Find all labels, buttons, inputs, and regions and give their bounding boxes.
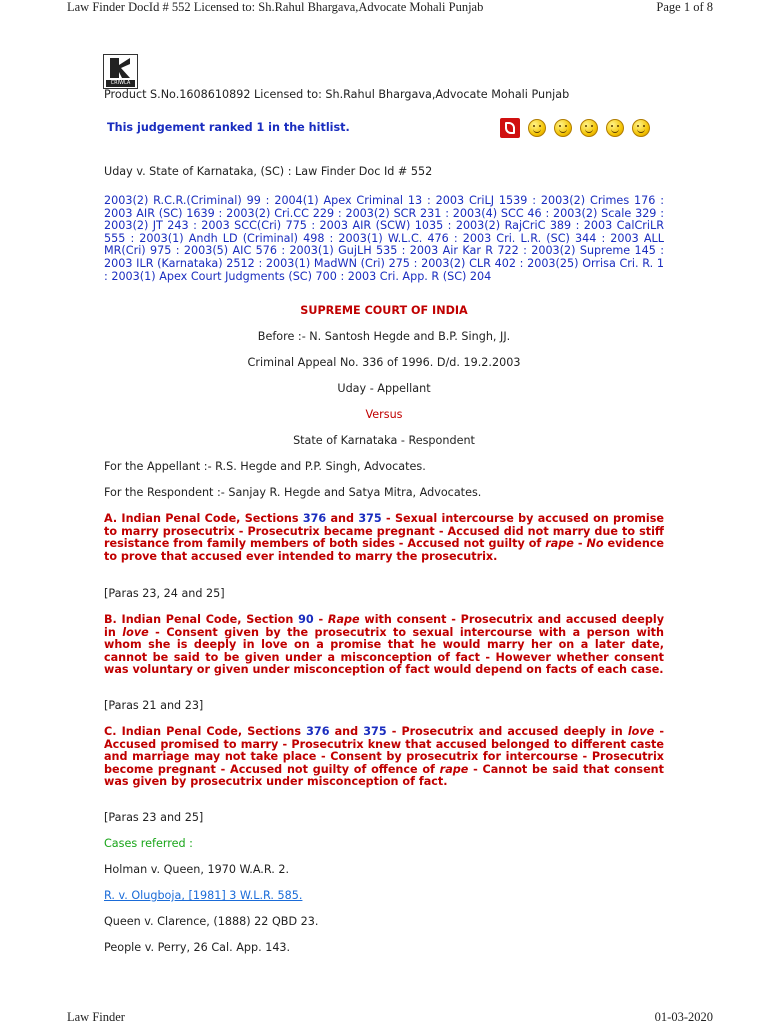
law-finder-logo-icon xyxy=(103,54,138,89)
pdf-icon[interactable] xyxy=(500,118,520,138)
page-number: Page 1 of 8 xyxy=(656,0,713,14)
headnote-c: C. Indian Penal Code, Sections 376 and 375 - Prosecutrix and accused deeply in love - Accused promised to marry - Prosecutrix knew that accused belonged to different caste and marriage may not take place - Consent by prosecutrix for intercourse - Prosecutrix become pregnant - Accused not guilty of offence of rape - Cannot be said that consent was given by prosecutrix under misconception of fact. xyxy=(104,725,665,789)
section-link[interactable]: 375 xyxy=(363,725,387,738)
paras-c: [Paras 23 and 25] xyxy=(104,811,204,824)
smiley-icon[interactable] xyxy=(528,119,546,137)
court-name: SUPREME COURT OF INDIA xyxy=(300,304,468,317)
section-link[interactable]: 376 xyxy=(302,512,327,525)
smiley-icon[interactable] xyxy=(606,119,624,137)
ranked-notice: This judgement ranked 1 in the hitlist. xyxy=(107,121,350,134)
case-title: Uday v. State of Karnataka, (SC) : Law Finder Doc Id # 552 xyxy=(104,165,433,178)
section-link[interactable]: 376 xyxy=(306,725,330,738)
section-link[interactable]: 90 xyxy=(298,613,314,626)
paras-a: [Paras 23, 24 and 25] xyxy=(104,587,225,600)
cases-referred-heading: Cases referred : xyxy=(104,837,193,850)
footer-date: 01-03-2020 xyxy=(654,1010,713,1024)
smiley-icon[interactable] xyxy=(632,119,650,137)
action-icons xyxy=(500,118,650,138)
headnote-b: B. Indian Penal Code, Section 90 - Rape with consent - Prosecutrix and accused deeply in love - Consent given by the prosecutrix to sexual intercourse with a person with whom she is deeply in love on a promise that he would marry her on a later date, cannot be said to be given under a misconception of fact - However whether consent was voluntary or given under misconception of fact would depend on facts of each case. xyxy=(104,613,664,677)
versus: Versus xyxy=(365,408,403,421)
smiley-icon[interactable] xyxy=(580,119,598,137)
case-reference-link[interactable]: R. v. Olugboja, [1981] 3 W.L.R. 585. xyxy=(104,889,303,902)
page-header-title: Law Finder DocId # 552 Licensed to: Sh.Rahul Bhargava,Advocate Mohali Punjab xyxy=(67,0,484,14)
logo-brand-text: CRIWLA xyxy=(106,80,135,87)
appellant-counsel: For the Appellant :- R.S. Hegde and P.P. Singh, Advocates. xyxy=(104,460,426,473)
citations: 2003(2) R.C.R.(Criminal) 99 : 2004(1) Apex Criminal 13 : 2003 CriLJ 1539 : 2003(2) Crimes 176 : 2003 AIR (SC) 1639 : 2003(2) Cri.CC 229 : 2003(2) SCR 231 : 2003(4) SCC 46 : 2003(2) Scale 329 : 2003(2) JT 243 : 2003 SCC(Cri) 775 : 2003 AIR (SCW) 1035 : 2003(2) RajCriC 389 : 2003 CalCriLR 555 : 2003(1) Andh LD (Criminal) 498 : 2003(1) W.L.C. 476 : 2003 Cri. L.R. (SC) 344 : 2003 ALL MR(Cri) 975 : 2003(5) AIC 576 : 2003(1) GujLH 535 : 2003 Air Kar R 722 : 2003(2) Supreme 145 : 2003 ILR (Karnataka) 2512 : 2003(1) MadWN (Cri) 275 : 2003(2) CLR 402 : 2003(25) Orrisa Cri. R. 1 : 2003(1) Apex Court Judgments (SC) 700 : 2003 Cri. App. R (SC) 204 xyxy=(104,194,664,283)
smiley-icon[interactable] xyxy=(554,119,572,137)
respondent: State of Karnataka - Respondent xyxy=(293,434,475,447)
case-reference: People v. Perry, 26 Cal. App. 143. xyxy=(104,941,291,954)
headnote-a: A. Indian Penal Code, Sections 376 and 375 - Sexual intercourse by accused on promise to marry prosecutrix - Prosecutrix became pregnant - Accused did not marry due to stiff resistance from family members of both sides - Accused not guilty of rape - No evidence to prove that accused ever intended to marry the prosecutrix. xyxy=(104,512,665,563)
product-license-line: Product S.No.1608610892 Licensed to: Sh.Rahul Bhargava,Advocate Mohali Punjab xyxy=(104,88,570,101)
case-reference: Holman v. Queen, 1970 W.A.R. 2. xyxy=(104,863,290,876)
case-reference: Queen v. Clarence, (1888) 22 QBD 23. xyxy=(104,915,319,928)
footer-brand: Law Finder xyxy=(67,1010,125,1024)
appeal-number: Criminal Appeal No. 336 of 1996. D/d. 19.2.2003 xyxy=(247,356,521,369)
paras-b: [Paras 21 and 23] xyxy=(104,699,204,712)
section-link[interactable]: 375 xyxy=(358,512,382,525)
respondent-counsel: For the Respondent :- Sanjay R. Hegde and Satya Mitra, Advocates. xyxy=(104,486,482,499)
appellant: Uday - Appellant xyxy=(337,382,431,395)
bench: Before :- N. Santosh Hegde and B.P. Singh, JJ. xyxy=(257,330,511,343)
